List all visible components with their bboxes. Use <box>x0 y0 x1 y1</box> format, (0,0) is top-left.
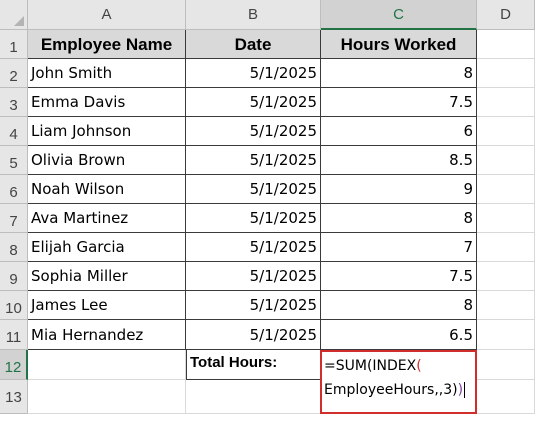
employee-name-cell[interactable]: John Smith <box>28 59 186 88</box>
formula-text-part1: =SUM(INDEX <box>324 358 417 374</box>
hours-cell[interactable]: 9 <box>321 175 477 204</box>
empty-cell[interactable] <box>477 233 535 262</box>
row-header-2[interactable]: 2 <box>0 59 28 88</box>
date-cell[interactable]: 5/1/2025 <box>186 262 321 291</box>
hours-cell[interactable]: 6 <box>321 117 477 146</box>
hours-cell[interactable]: 6.5 <box>321 320 477 350</box>
empty-cell[interactable] <box>477 204 535 233</box>
employee-name-cell[interactable]: James Lee <box>28 291 186 320</box>
date-cell[interactable]: 5/1/2025 <box>186 59 321 88</box>
empty-cell[interactable] <box>477 59 535 88</box>
employee-name-cell[interactable]: Noah Wilson <box>28 175 186 204</box>
date-cell[interactable]: 5/1/2025 <box>186 204 321 233</box>
empty-cell[interactable] <box>477 88 535 117</box>
row-header-5[interactable]: 5 <box>0 146 28 175</box>
formula-line-1 <box>324 354 475 378</box>
employee-name-cell[interactable]: Sophia Miller <box>28 262 186 291</box>
empty-cell[interactable] <box>477 117 535 146</box>
empty-cell[interactable] <box>477 262 535 291</box>
column-header-d[interactable]: D <box>477 0 535 30</box>
column-header-a[interactable]: A <box>28 0 186 30</box>
date-cell[interactable]: 5/1/2025 <box>186 233 321 262</box>
employee-name-cell[interactable]: Emma Davis <box>28 88 186 117</box>
row-header-6[interactable]: 6 <box>0 175 28 204</box>
total-hours-label[interactable]: Total Hours: <box>186 350 321 380</box>
row-header-9[interactable]: 9 <box>0 262 28 291</box>
empty-cell[interactable] <box>477 291 535 320</box>
text-cursor <box>464 382 465 398</box>
date-cell[interactable]: 5/1/2025 <box>186 320 321 350</box>
date-cell[interactable]: 5/1/2025 <box>186 117 321 146</box>
table-header-employee-name[interactable]: Employee Name <box>28 30 186 59</box>
formula-close-paren: ) <box>457 382 464 398</box>
hours-cell[interactable]: 8 <box>321 59 477 88</box>
employee-name-cell[interactable]: Mia Hernandez <box>28 320 186 350</box>
hours-cell[interactable]: 7 <box>321 233 477 262</box>
hours-cell[interactable]: 8 <box>321 291 477 320</box>
cell-d1[interactable] <box>477 30 535 59</box>
hours-cell[interactable]: 7.5 <box>321 262 477 291</box>
row-header-8[interactable]: 8 <box>0 233 28 262</box>
date-cell[interactable]: 5/1/2025 <box>186 88 321 117</box>
employee-name-cell[interactable]: Ava Martinez <box>28 204 186 233</box>
row-header-11[interactable]: 11 <box>0 320 28 350</box>
formula-text-part2: EmployeeHours,,3) <box>324 382 458 398</box>
date-cell[interactable]: 5/1/2025 <box>186 291 321 320</box>
cell-d12[interactable] <box>477 350 535 380</box>
employee-name-cell[interactable]: Liam Johnson <box>28 117 186 146</box>
cell-d13[interactable] <box>477 380 535 414</box>
formula-open-paren: ( <box>416 358 422 374</box>
row-header-12[interactable]: 12 <box>0 350 28 380</box>
employee-name-cell[interactable]: Elijah Garcia <box>28 233 186 262</box>
date-cell[interactable]: 5/1/2025 <box>186 146 321 175</box>
cell-b13[interactable] <box>186 380 321 414</box>
column-header-b[interactable]: B <box>186 0 321 30</box>
date-cell[interactable]: 5/1/2025 <box>186 175 321 204</box>
row-header-3[interactable]: 3 <box>0 88 28 117</box>
row-header-10[interactable]: 10 <box>0 291 28 320</box>
empty-cell[interactable] <box>477 175 535 204</box>
formula-line-2 <box>324 378 475 402</box>
table-header-date[interactable]: Date <box>186 30 321 59</box>
column-header-c[interactable]: C <box>321 0 477 30</box>
hours-cell[interactable]: 7.5 <box>321 88 477 117</box>
formula-edit-cell[interactable] <box>320 350 477 414</box>
row-header-4[interactable]: 4 <box>0 117 28 146</box>
row-header-7[interactable]: 7 <box>0 204 28 233</box>
empty-cell[interactable] <box>477 146 535 175</box>
hours-cell[interactable]: 8 <box>321 204 477 233</box>
hours-cell[interactable]: 8.5 <box>321 146 477 175</box>
cell-a12[interactable] <box>28 350 186 380</box>
row-header-1[interactable]: 1 <box>0 30 28 59</box>
row-header-13[interactable]: 13 <box>0 380 28 414</box>
select-all-corner[interactable] <box>0 0 28 30</box>
empty-cell[interactable] <box>477 320 535 350</box>
cell-a13[interactable] <box>28 380 186 414</box>
employee-name-cell[interactable]: Olivia Brown <box>28 146 186 175</box>
table-header-hours-worked[interactable]: Hours Worked <box>321 30 477 59</box>
select-all-triangle-icon <box>14 16 24 26</box>
